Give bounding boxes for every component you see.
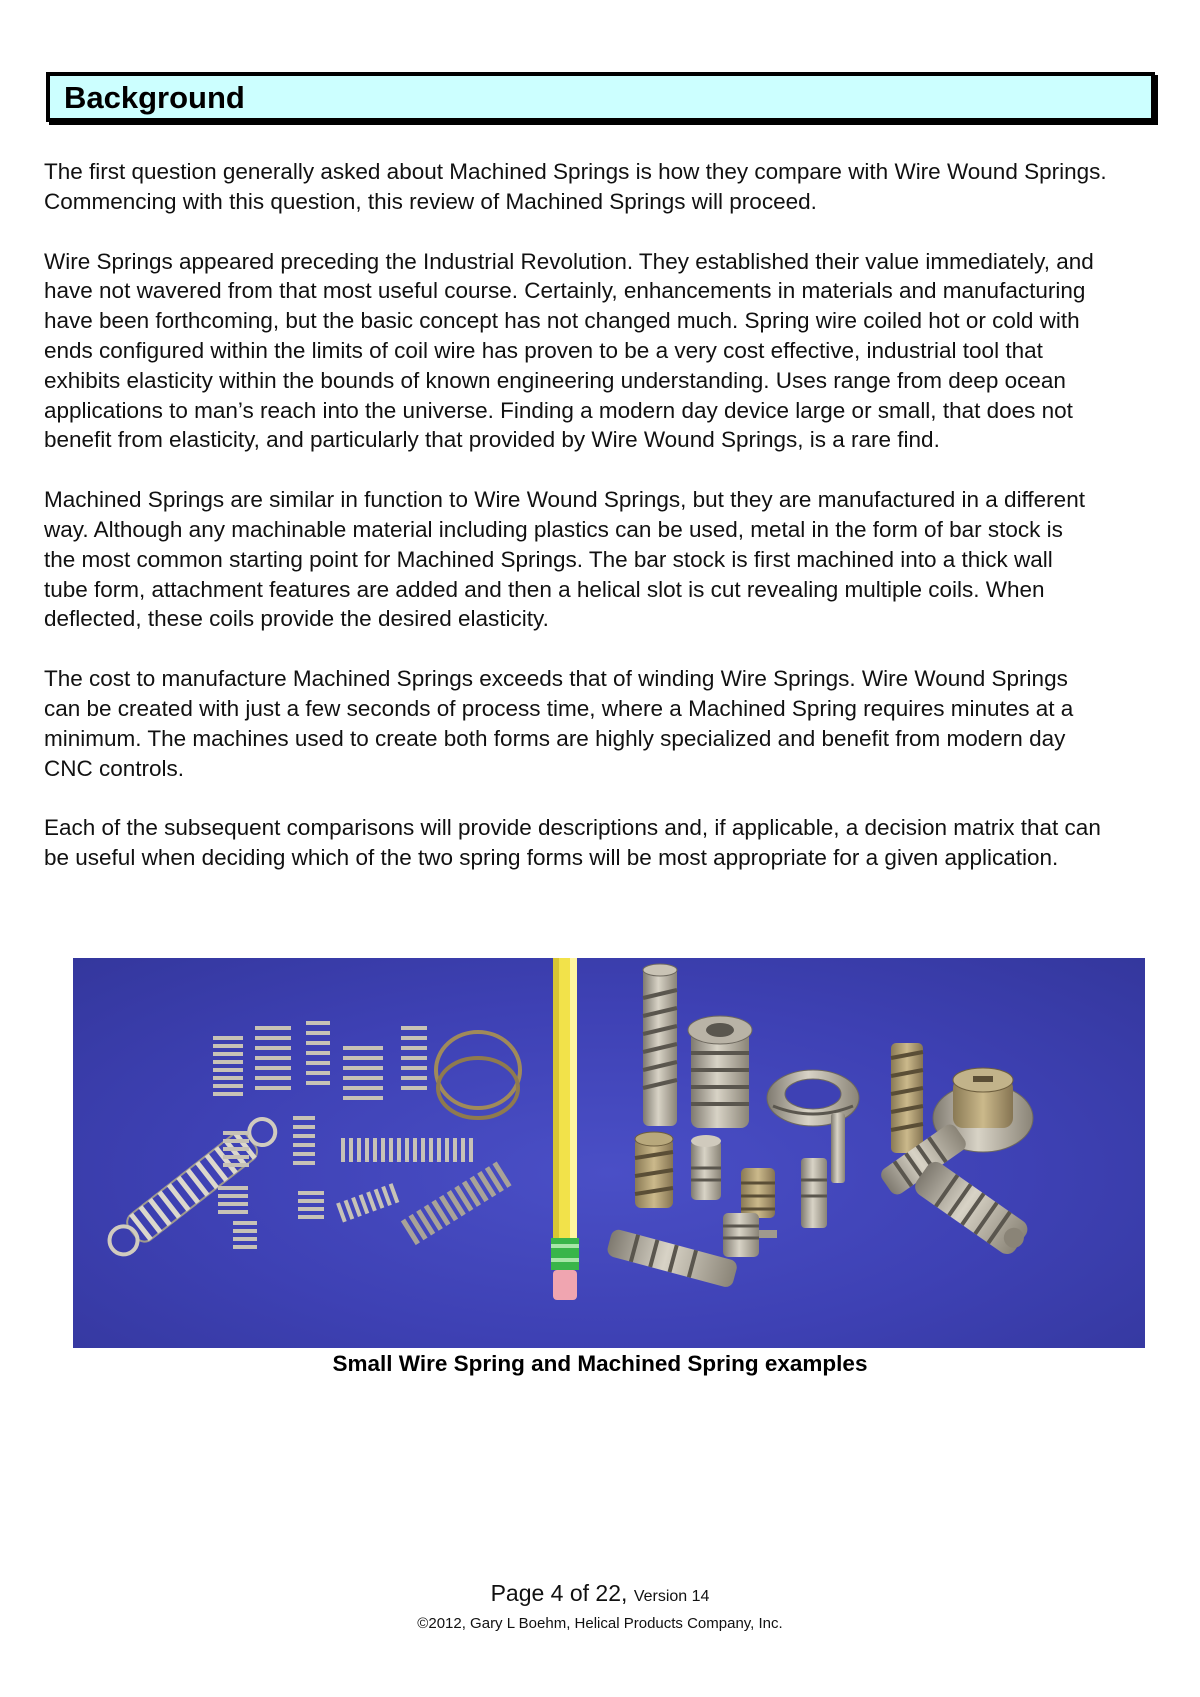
diagonal-spring-1 xyxy=(403,1163,509,1244)
paragraph-2: Wire Springs appeared preceding the Industrial Revolution. They established their value immediately, and have not wavered from that most useful course. Certainly, enhancements in materials and manufacturing have been forthcoming, but the basic concept has not changed much. Spring wire coiled hot or cold with ends configured within the limits of coil wire has proven to be a very cost effective, industrial tool that exhibits elasticity within the bounds of known engineering understanding. Uses range from deep ocean applications to man’s reach into the universe. Finding a modern day device large or small, that does not benefit from elasticity, and particularly that provided by Wire Wound Springs, is a rare find. xyxy=(44,248,1094,453)
page-number-line xyxy=(0,1578,1200,1612)
horizontal-spring-1 xyxy=(343,1138,471,1162)
paragraph-5: Each of the subsequent comparisons will provide descriptions and, if applicable, a decision matrix that can be useful when deciding which of the two spring forms will be most appropriate for a given application. xyxy=(44,815,1101,871)
wire-springs-group xyxy=(103,1023,520,1262)
machined-spring-small-2 xyxy=(723,1213,777,1257)
compression-spring-1 xyxy=(213,1038,243,1094)
small-spring-4 xyxy=(233,1223,257,1247)
machined-spring-flanged xyxy=(688,1016,752,1128)
machined-spring-ring xyxy=(767,1070,859,1126)
spring-photo xyxy=(73,958,1145,1348)
spring-illustration xyxy=(73,958,1145,1348)
machined-spring-shaft xyxy=(606,1228,739,1289)
small-spring-3 xyxy=(218,1188,248,1212)
machined-springs-group xyxy=(606,964,1033,1289)
compression-spring-4 xyxy=(343,1048,383,1098)
page-footer xyxy=(0,1578,1200,1634)
version-label: Version 14 xyxy=(633,1588,710,1605)
page-number: Page 4 of 22, xyxy=(490,1580,628,1606)
machined-spring-short xyxy=(635,1132,673,1208)
small-spring-6 xyxy=(338,1184,397,1222)
machined-spring-threaded-2 xyxy=(911,1158,1033,1259)
compression-spring-2 xyxy=(255,1028,291,1088)
section-title: Background xyxy=(64,80,245,115)
small-spring-5 xyxy=(298,1193,324,1217)
machined-spring-cap xyxy=(691,1135,721,1200)
small-spring-1 xyxy=(293,1118,315,1163)
figure-caption: Small Wire Spring and Machined Spring examples xyxy=(332,1351,868,1376)
compression-spring-3 xyxy=(306,1023,330,1083)
paragraph-1: The first question generally asked about Machined Springs is how they compare with Wire Wound Springs. Commencing with this question, this review of Machined Springs will proceed. xyxy=(44,159,1107,214)
section-header xyxy=(46,72,1155,122)
machined-spring-post xyxy=(801,1113,845,1228)
compression-spring-5 xyxy=(401,1028,427,1088)
machined-spring-tall xyxy=(643,964,677,1126)
paragraph-3: Machined Springs are similar in function to Wire Wound Springs, but they are manufactured in a different way. Although any machinable material including plastics can be used, metal in the form of bar stock is the most common starting point for Machined Springs. The bar stock is first machined into a thick wall tube form, attachment features are added and then a helical slot is cut revealing multiple coils. When deflected, these coils provide the desired elasticity. xyxy=(44,487,1085,632)
pencil xyxy=(551,958,579,1300)
machined-spring-small-1 xyxy=(741,1168,775,1218)
machined-spring-coiled xyxy=(891,1043,923,1153)
body-text xyxy=(44,157,1164,903)
copyright-notice: ©2012, Gary L Boehm, Helical Products Company, Inc. xyxy=(417,1615,783,1632)
paragraph-4: The cost to manufacture Machined Springs exceeds that of winding Wire Springs. Wire Wound Springs can be created with just a few seconds of process time, where a Machined Spring requires minutes at a minimum. The machines used to create both forms are highly specialized and benefit from modern day CNC controls. xyxy=(44,666,1074,781)
